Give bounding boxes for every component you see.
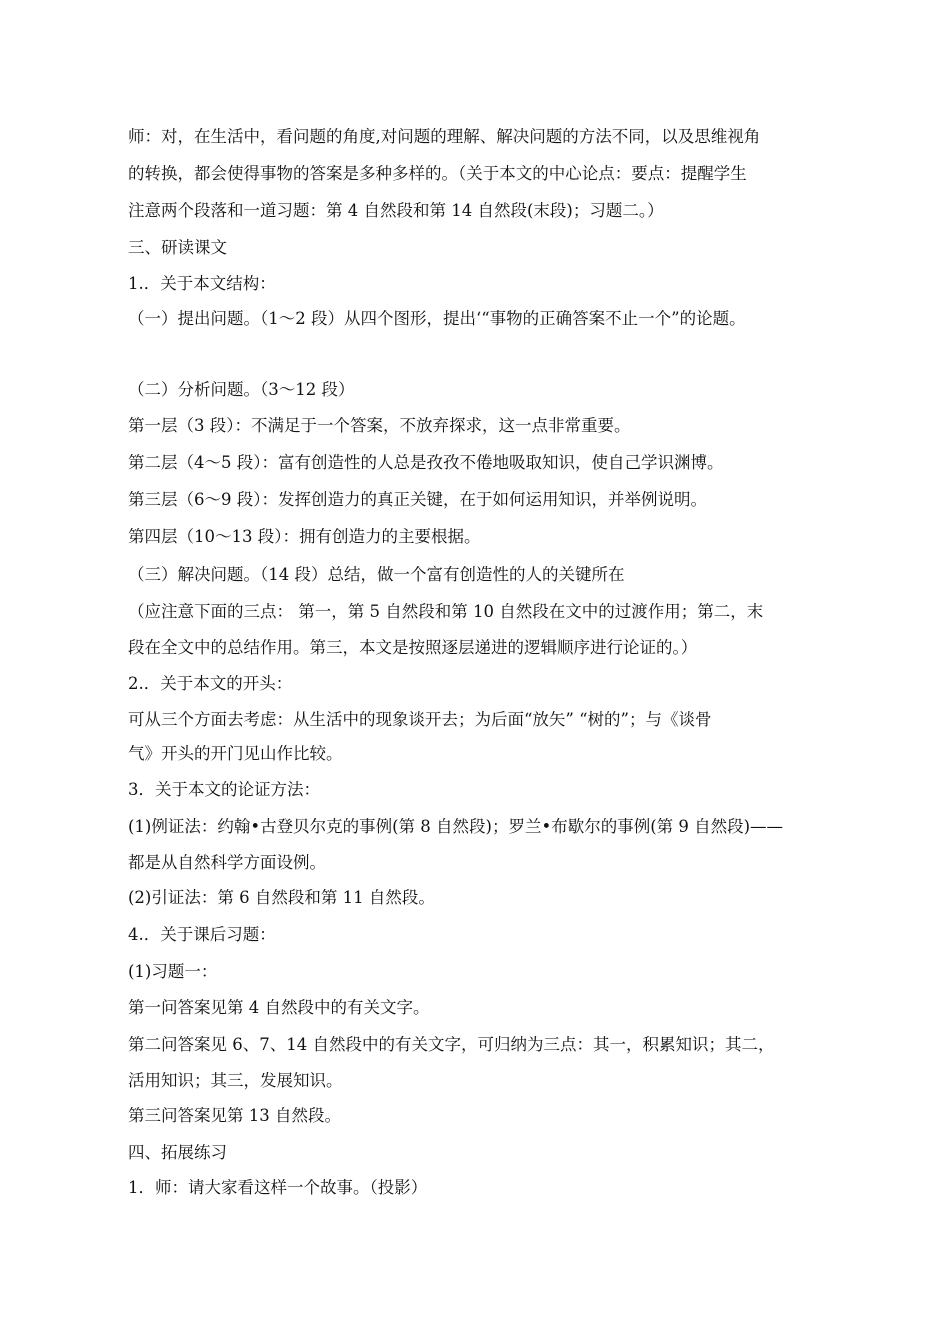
text-line: 气》开头的开门见山作比较。	[128, 744, 343, 763]
subsection-heading: 1.．关于本文结构：	[128, 274, 276, 293]
text-line: 第一问答案见第 4 自然段中的有关文字。	[128, 998, 430, 1017]
text-line: （应注意下面的三点： 第一，第 5 自然段和第 10 自然段在文中的过渡作用；第二，末	[128, 602, 764, 621]
text-line: 段在全文中的总结作用。第三，本文是按照逐层递进的逻辑顺序进行论证的。）	[128, 638, 698, 657]
text-line: 第三问答案见第 13 自然段。	[128, 1106, 341, 1125]
text-line: 第三层（6～9 段）：发挥创造力的真正关键，在于如何运用知识，并举例说明。	[128, 490, 707, 509]
text-line: 第一层（3 段）：不满足于一个答案，不放弃探求，这一点非常重要。	[128, 416, 631, 435]
text-line: （一）提出问题。（1～2 段）从四个图形，提出‘“事物的正确答案不止一个”的论题。	[128, 309, 746, 328]
subsection-heading: 4.．关于课后习题：	[128, 925, 276, 944]
text-line: 都是从自然科学方面设例。	[128, 853, 326, 872]
text-line: 的转换，都会使得事物的答案是多种多样的。（关于本文的中心论点：要点：提醒学生	[128, 164, 747, 183]
text-line: 1．师：请大家看这样一个故事。（投影）	[128, 1178, 428, 1197]
text-line: 师：对，在生活中，看问题的角度,对问题的理解、解决问题的方法不同，以及思维视角	[128, 127, 761, 146]
text-line: (2)引证法：第 6 自然段和第 11 自然段。	[128, 888, 435, 907]
text-line: 第二问答案见 6、7、14 自然段中的有关文字，可归纳为三点：其一，积累知识；其二，	[128, 1035, 775, 1054]
subsection-heading: 3．关于本文的论证方法：	[128, 780, 320, 799]
text-line: 可从三个方面去考虑：从生活中的现象谈开去；为后面“放矢” “树的”；与《谈骨	[128, 710, 712, 729]
text-line: 注意两个段落和一道习题：第 4 自然段和第 14 自然段(末段)；习题二。）	[128, 201, 664, 220]
text-line: （二）分析问题。（3～12 段）	[128, 380, 355, 399]
text-line: 第二层（4～5 段）：富有创造性的人总是孜孜不倦地吸取知识，使自己学识渊博。	[128, 453, 724, 472]
section-heading: 四、拓展练习	[128, 1143, 227, 1162]
text-line: (1)例证法：约翰•古登贝尔克的事例(第 8 自然段)；罗兰•布歇尔的事例(第 9 自然段)——	[128, 817, 784, 836]
text-line: (1)习题一：	[128, 962, 218, 981]
text-line: （三）解决问题。（14 段）总结，做一个富有创造性的人的关键所在	[128, 565, 625, 584]
section-heading: 三、研读课文	[128, 238, 227, 257]
text-line: 第四层（10～13 段）：拥有创造力的主要根据。	[128, 527, 481, 546]
subsection-heading: 2.．关于本文的开头：	[128, 674, 293, 693]
text-line: 活用知识；其三，发展知识。	[128, 1071, 343, 1090]
